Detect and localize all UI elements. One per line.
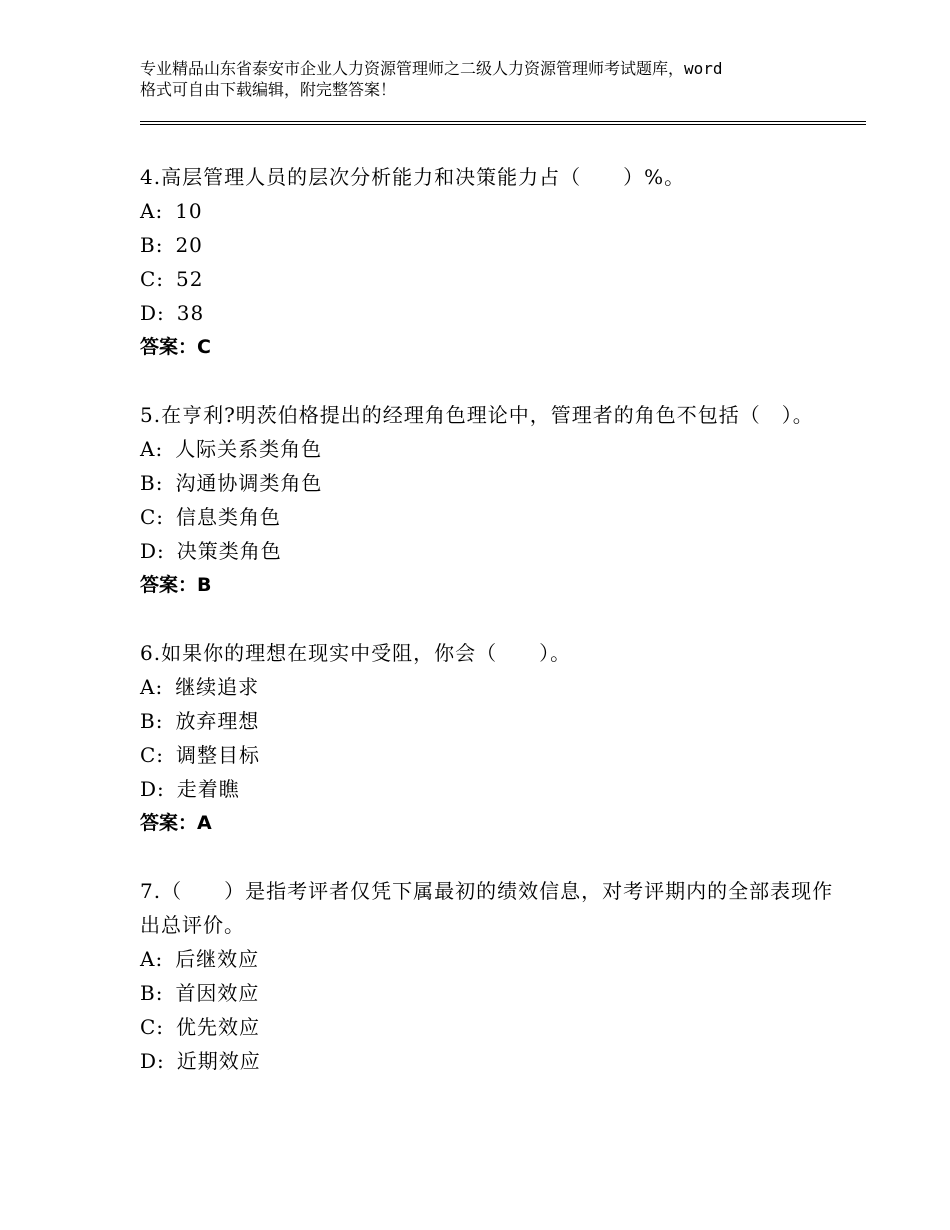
option-text: 继续追求 bbox=[175, 675, 260, 699]
option-text: 后继效应 bbox=[175, 947, 260, 971]
option-text: 放弃理想 bbox=[175, 709, 260, 733]
option-a bbox=[140, 432, 840, 466]
header-line-2: 格式可自由下载编辑，附完整答案！ bbox=[140, 80, 397, 99]
option-letter: C: bbox=[140, 267, 165, 291]
question-text: 6.如果你的理想在现实中受阻，你会（ ）。 bbox=[140, 641, 572, 665]
question-text: 5.在亨利?明茨伯格提出的经理角色理论中，管理者的角色不包括（ ）。 bbox=[140, 403, 814, 427]
option-b bbox=[140, 704, 840, 738]
option-letter: A: bbox=[140, 675, 164, 699]
option-text: 52 bbox=[176, 267, 204, 291]
question-text: 4.高层管理人员的层次分析能力和决策能力占（ ）%。 bbox=[140, 165, 686, 189]
header-line-1: 专业精品山东省泰安市企业人力资源管理师之二级人力资源管理师考试题库，word bbox=[140, 59, 723, 78]
option-text: 人际关系类角色 bbox=[175, 437, 323, 461]
option-a bbox=[140, 670, 840, 704]
document-header bbox=[140, 58, 840, 100]
option-a bbox=[140, 942, 840, 976]
question-7 bbox=[140, 874, 840, 1078]
option-text: 首因效应 bbox=[175, 981, 260, 1005]
option-text: 优先效应 bbox=[176, 1015, 261, 1039]
option-letter: C: bbox=[140, 743, 165, 767]
option-c bbox=[140, 262, 840, 296]
option-d bbox=[140, 1044, 840, 1078]
option-letter: D: bbox=[140, 1049, 165, 1073]
answer-line: 答案：B bbox=[140, 574, 212, 596]
option-text: 信息类角色 bbox=[176, 505, 282, 529]
question-5 bbox=[140, 398, 840, 602]
option-d bbox=[140, 296, 840, 330]
answer-line: 答案：C bbox=[140, 336, 211, 358]
option-text: 沟通协调类角色 bbox=[175, 471, 323, 495]
option-letter: B: bbox=[140, 709, 164, 733]
option-letter: B: bbox=[140, 471, 164, 495]
option-b bbox=[140, 976, 840, 1010]
option-letter: D: bbox=[140, 301, 165, 325]
option-text: 10 bbox=[175, 199, 203, 223]
option-letter: D: bbox=[140, 539, 165, 563]
option-d bbox=[140, 772, 840, 806]
question-4 bbox=[140, 160, 840, 364]
option-text: 决策类角色 bbox=[176, 539, 282, 563]
option-letter: C: bbox=[140, 505, 165, 529]
option-letter: C: bbox=[140, 1015, 165, 1039]
option-a bbox=[140, 194, 840, 228]
option-text: 38 bbox=[176, 301, 205, 325]
option-text: 走着瞧 bbox=[176, 777, 240, 801]
option-c bbox=[140, 738, 840, 772]
question-6 bbox=[140, 636, 840, 840]
option-letter: A: bbox=[140, 947, 164, 971]
question-text: 7.（ ）是指考评者仅凭下属最初的绩效信息，对考评期内的全部表现作出总评价。 bbox=[140, 879, 834, 937]
option-text: 20 bbox=[175, 233, 203, 257]
option-d bbox=[140, 534, 840, 568]
option-letter: A: bbox=[140, 199, 164, 223]
answer-line: 答案：A bbox=[140, 812, 212, 834]
option-letter: B: bbox=[140, 981, 164, 1005]
option-b bbox=[140, 466, 840, 500]
option-c bbox=[140, 1010, 840, 1044]
question-list bbox=[140, 160, 840, 1112]
header-divider-bottom bbox=[140, 124, 866, 125]
option-b bbox=[140, 228, 840, 262]
option-letter: B: bbox=[140, 233, 164, 257]
header-divider-top bbox=[140, 121, 866, 122]
option-c bbox=[140, 500, 840, 534]
option-text: 调整目标 bbox=[176, 743, 261, 767]
option-text: 近期效应 bbox=[176, 1049, 261, 1073]
option-letter: A: bbox=[140, 437, 164, 461]
option-letter: D: bbox=[140, 777, 165, 801]
